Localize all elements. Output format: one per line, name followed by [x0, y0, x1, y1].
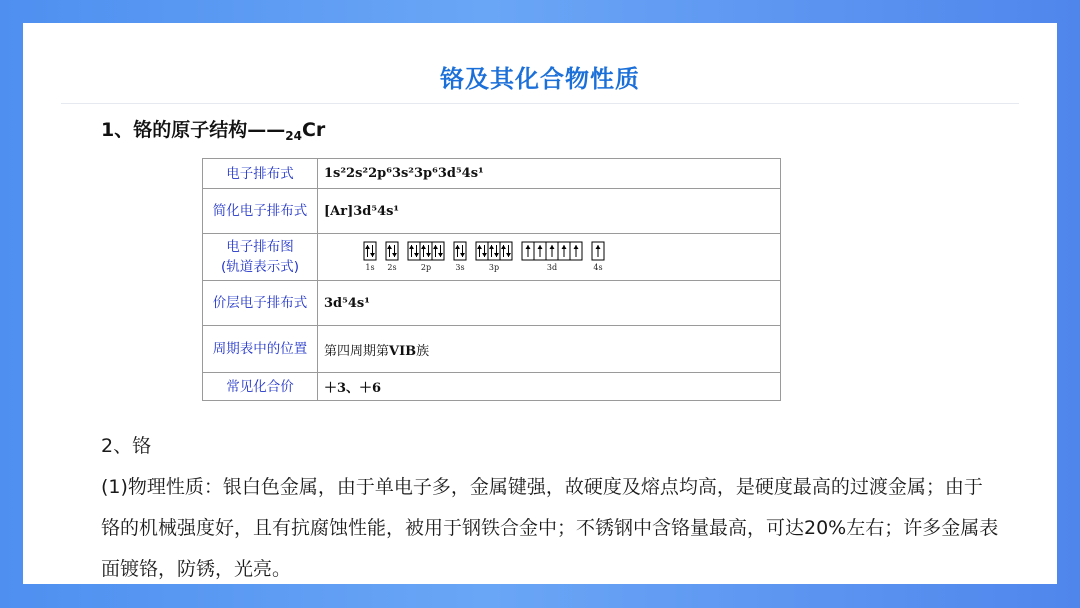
section-2-heading: 2、铬 — [101, 435, 152, 457]
row-label: 常见化合价 — [203, 373, 318, 401]
orbital-box — [488, 242, 500, 260]
section-2 — [101, 426, 1001, 590]
slide — [23, 23, 1057, 584]
orbital-box — [500, 242, 512, 260]
orbital-label: 4s — [593, 263, 603, 272]
orbital-box — [432, 242, 444, 260]
row-label — [203, 234, 318, 281]
element-symbol: Cr — [301, 119, 326, 141]
group-name: VIB — [389, 343, 417, 359]
periodic-position — [318, 326, 781, 373]
orbital-label: 3p — [488, 263, 500, 272]
physical-properties-paragraph: (1)物理性质：银白色金属，由于单电子多，金属键强，故硬度及熔点均高，是硬度最高的过渡金属；由于铬的机械强度好，且有抗腐蚀性能，被用于钢铁合金中；不锈钢中含铬量最高，可达20%左右；许多金属表面镀铬，防锈，光亮。 — [101, 476, 999, 580]
orbital-box — [420, 242, 432, 260]
orbital-label: 3d — [546, 263, 558, 272]
orbital-label: 3s — [455, 263, 465, 272]
orbital-box — [386, 242, 398, 260]
atomic-number: 24 — [285, 129, 302, 143]
orbital-box — [364, 242, 376, 260]
section-heading-prefix: 1、铬的原子结构—— — [101, 119, 286, 141]
table-row — [203, 234, 781, 281]
title-divider — [61, 103, 1019, 104]
orbital-box — [408, 242, 420, 260]
table-row — [203, 281, 781, 326]
row-label-line2: (轨道表示式) — [220, 259, 300, 275]
orbital-box — [454, 242, 466, 260]
table-row — [203, 326, 781, 373]
table-row — [203, 373, 781, 401]
position-prefix: 第四周期第 — [324, 343, 390, 359]
table-row — [203, 189, 781, 234]
row-label-line1: 电子排布图 — [226, 239, 294, 255]
chromium-structure-table — [202, 158, 781, 401]
section-heading-atomic-structure — [101, 115, 325, 143]
condensed-configuration: [Ar]3d⁵4s¹ — [318, 189, 781, 234]
row-label: 价层电子排布式 — [203, 281, 318, 326]
orbital-box — [476, 242, 488, 260]
orbital-label: 2s — [387, 263, 397, 272]
common-valences: ＋3、＋6 — [318, 373, 781, 401]
orbital-label: 2p — [420, 263, 432, 272]
electron-configuration: 1s²2s²2p⁶3s²3p⁶3d⁵4s¹ — [318, 159, 781, 189]
table-row — [203, 159, 781, 189]
valence-configuration: 3d⁵4s¹ — [318, 281, 781, 326]
row-label: 简化电子排布式 — [203, 189, 318, 234]
orbital-label: 1s — [365, 263, 375, 272]
row-label: 电子排布式 — [203, 159, 318, 189]
orbital-diagram-cell — [318, 234, 781, 281]
orbital-diagram — [324, 237, 764, 277]
row-label: 周期表中的位置 — [203, 326, 318, 373]
page-title: 铬及其化合物性质 — [440, 65, 640, 93]
position-suffix: 族 — [416, 343, 430, 359]
